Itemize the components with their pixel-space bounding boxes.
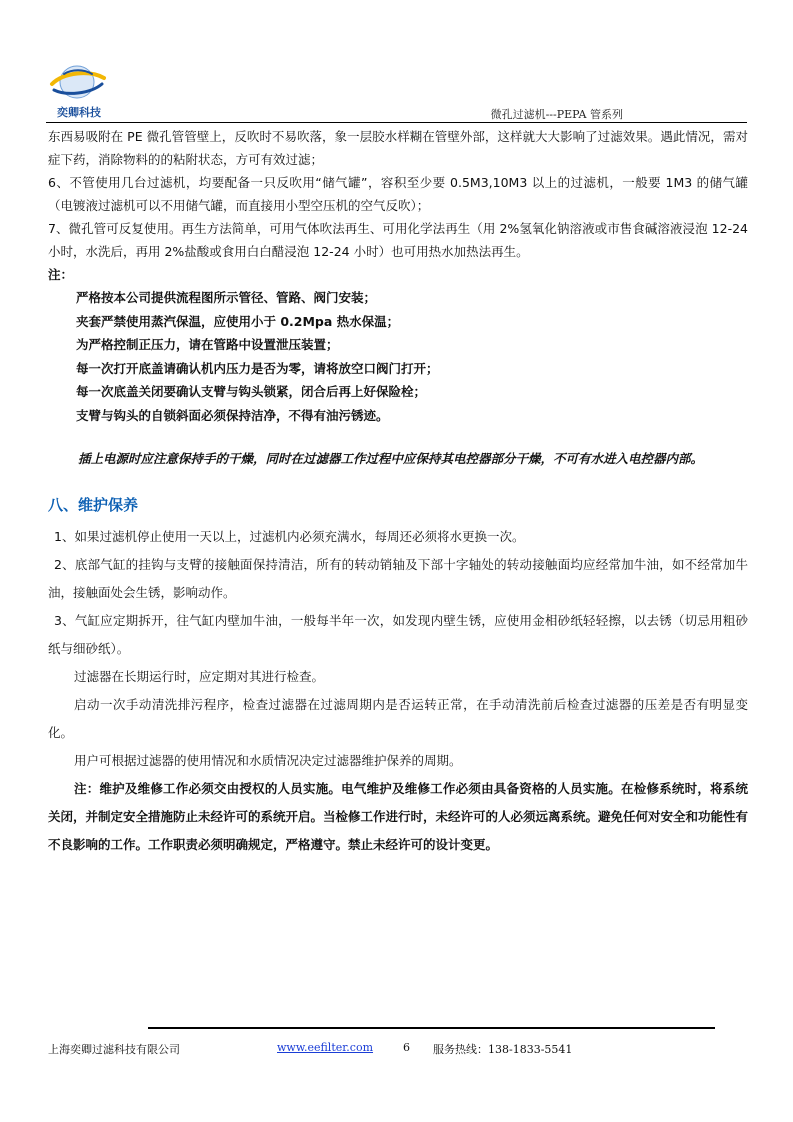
note-label: 注：	[48, 267, 74, 282]
note-item: 严格按本公司提供流程图所示管径、管路、阀门安装；	[76, 290, 377, 305]
paragraph-inspection: 过滤器在长期运行时，应定期对其进行检查。	[74, 669, 325, 684]
note-item: 夹套严禁使用蒸汽保温，应使用小于 0.2Mpa 热水保温；	[76, 313, 400, 329]
section-title-maintenance: 八、维护保养	[48, 496, 139, 514]
note-item: 支臂与钩头的自锁斜面必须保持洁净，不得有油污锈迹。	[76, 407, 389, 423]
page-header	[0, 0, 793, 126]
logo-globe-icon	[46, 60, 108, 108]
footer-company-name: 上海奕卿过滤科技有限公司	[48, 1043, 180, 1056]
footer-website-link[interactable]: www.eefilter.com	[277, 1041, 374, 1054]
document-title: 微孔过滤机---PEPA 管系列	[490, 108, 623, 121]
paragraph-maintenance-cycle: 用户可根据过滤器的使用情况和水质情况决定过滤器维护保养的周期。	[74, 753, 462, 768]
note-item: 每一次底盖关闭要确认支臂与钩头锁紧，闭合后再上好保险栓；	[76, 384, 427, 399]
electrical-warning: 插上电源时应注意保持手的干燥，同时在过滤器工作过程中应保持其电控器部分干燥，不可有水进入电控器内部。	[78, 451, 704, 466]
page-number: 6	[403, 1041, 410, 1054]
footer-divider	[148, 1027, 715, 1029]
paragraph-item-7: 7、微孔管可反复使用。再生方法简单，可用气体吹法再生、可用化学法再生（用 2%氢氧化钠溶液或市售食碱溶液浸泡 12-24 小时，水洗后，再用 2%盐酸或食用白白醋浸泡 12-24 小时）也可用热水加热法再生。	[48, 221, 748, 259]
maintenance-item-1: 1、如果过滤机停止使用一天以上，过滤机内必须充满水，每周还必须将水更换一次。	[54, 529, 525, 544]
note-item: 每一次打开底盖请确认机内压力是否为零，请将放空口阀门打开；	[76, 360, 439, 376]
company-logo	[46, 60, 108, 122]
logo-text: 奕卿科技	[57, 106, 101, 119]
header-divider	[46, 122, 747, 123]
page-body	[48, 125, 748, 859]
final-safety-note: 注：维护及维修工作必须交由授权的人员实施。电气维护及维修工作必须由具备资格的人员实施。在检修系统时，将系统关闭，并制定安全措施防止未经许可的系统开启。当检修工作进行时，未经许可的人必须远离系统。避免任何对安全和功能性有不良影响的工作。工作职责必须明确规定，严格遵守。禁止未经许可的设计变更。	[48, 781, 749, 852]
footer-hotline: 服务热线：138-1833-5541	[433, 1043, 573, 1056]
paragraph-manual-cleaning: 启动一次手动清洗排污程序，检查过滤器在过滤周期内是否运转正常，在手动清洗前后检查过滤器的压差是否有明显变化。	[48, 697, 748, 740]
maintenance-item-2: 2、底部气缸的挂钩与支臂的接触面保持清洁，所有的转动销轴及下部十字轴处的转动接触面均应经常加牛油，如不经常加牛油，接触面处会生锈，影响动作。	[48, 557, 748, 600]
maintenance-item-3: 3、气缸应定期拆开，往气缸内壁加牛油，一般每半年一次，如发现内壁生锈，应使用金相砂纸轻轻擦，以去锈（切忌用粗砂纸与细砂纸）。	[48, 613, 748, 656]
paragraph-adhesion: 东西易吸附在 PE 微孔管管壁上，反吹时不易吹落，象一层胶水样糊在管壁外部，这样就大大影响了过滤效果。遇此情况，需对症下药，消除物料的的粘附状态，方可有效过滤；	[48, 129, 748, 167]
paragraph-item-6: 6、不管使用几台过滤机，均要配备一只反吹用“储气罐”，容积至少要 0.5M3,10M3 以上的过滤机，一般要 1M3 的储气罐（电镀液过滤机可以不用储气罐，而直接用小型空压机的空气反吹）；	[48, 175, 748, 213]
note-item: 为严格控制正压力，请在管路中设置泄压装置；	[76, 337, 339, 352]
